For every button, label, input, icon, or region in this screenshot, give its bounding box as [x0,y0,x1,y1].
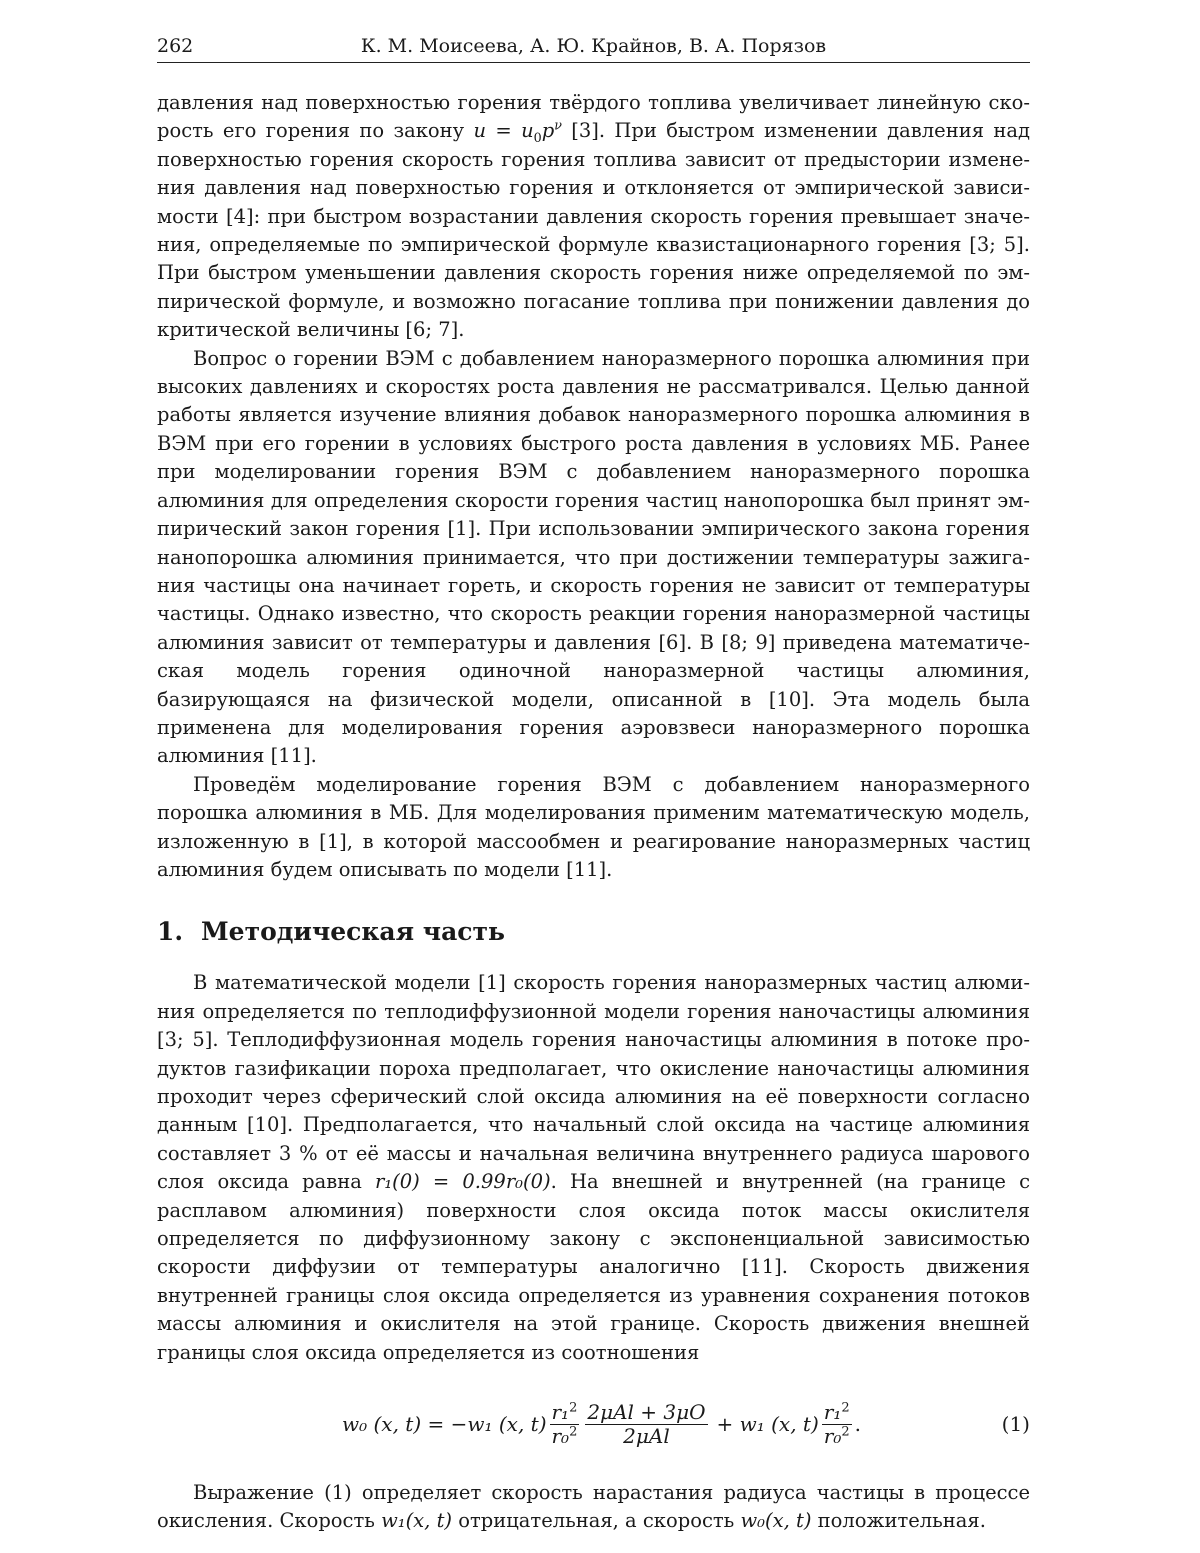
equation-period: . [854,1412,861,1437]
equation-lhs: w₀ (x, t) = −w₁ (x, t) [342,1412,547,1437]
equation-plus-term: + w₁ (x, t) [716,1412,819,1437]
paragraph-5 [157,1479,1030,1536]
paragraph-text: [3]. При быстром изменении давления над поверхностью горения скорость горения топлива зависит от предыстории изменения давления над поверхностью горения и отклоняется от эмпирической зависимости [4]: при быстром возрастании давления скорость горения превышает значения, определяемые по эмпирической формуле квазистационарного горения [3; 5]. При быстром уменьшении давления скорость горения ниже определяемой по эмпирической формуле, и возможно погасание топлива при понижении давления до критической величины [6; 7]. [157,119,1030,342]
equation-1 [157,1389,1030,1459]
paragraph-text: давления над поверхностью горения твёрдого топлива увеличивает линейную скорость его горения по закону [157,91,1030,143]
article-body [157,89,1030,1536]
paragraph-3: Проведём моделирование горения ВЭМ с добавлением наноразмерного порошка алюминия в МБ. Для моделирования применим математическую модель, изложенную в [1], в которой массообмен и реагирование наноразмерных частиц алюминия будем описывать по модели [11]. [157,772,1030,881]
equation-number: (1) [1001,1412,1030,1437]
fraction-r1-r0: $\frac{r_1^2}{r_0^2}$ [551,1399,578,1448]
section-number: 1. [157,917,184,947]
section-title: Методическая часть [201,917,505,947]
paragraph-1 [157,89,1030,345]
paragraph-text: Выражение (1) определяет скорость нарастания радиуса частицы в процессе окисления. Скорость [157,1481,1030,1533]
inline-formula-initial-radius: r₁(0) = 0.99r₀(0) [375,1170,551,1194]
inline-formula-w0: w₀(x, t) [740,1509,812,1533]
paragraph-2: Вопрос о горении ВЭМ с добавлением наноразмерного порошка алюминия при высоких давлениях и скоростях роста давления не рассматривался. Целью данной работы является изучение влияния добавок наноразмерного порошка алюминия в ВЭМ при его горении в условиях быстрого роста давления в условиях МБ. Ранее при моделировании горения ВЭМ с добавлением наноразмерного порошка алюминия для определения скорости горения частиц нанопорошка был принят эмпирический закон горения [1]. При использовании эмпирического закона горения нанопорошка алюминия принимается, что при достижении температуры зажигания частицы она начинает гореть, и скорость горения не зависит от температуры частицы. Однако известно, что скорость реакции горения наноразмерной частицы алюминия зависит от температуры и давления [6]. В [8; 9] приведена математическая модель горения одиночной наноразмерной частицы алюминия, базирующаяся на физической модели, описанной в [10]. Эта модель была применена для моделирования горения аэровзвеси наноразмерного порошка алюминия [11]. [157,346,1030,768]
running-header-authors: К. М. Моисеева, А. Ю. Крайнов, В. А. Порязов [360,35,827,57]
fraction-r1-r0-second: $\frac{r_1^2}{r_0^2}$ [823,1399,850,1448]
paragraph-text: В математической модели [1] скорость горения наноразмерных частиц алюминия определяется по теплодиффузионной модели горения наночастицы алюминия [3; 5]. Теплодиффузионная модель горения наночастицы алюминия в потоке продуктов газификации пороха предполагает, что окисление наночастицы алюминия проходит через сферический слой оксида алюминия на её поверхности согласно данным [10]. Предполагается, что начальный слой оксида на частице алюминия составляет 3 % от её массы и начальная величина внутреннего радиуса шарового слоя оксида равна [157,971,1030,1194]
inline-formula-burning-law: $u = u_0p^\nu$ [473,117,562,146]
inline-formula-w1: w₁(x, t) [381,1509,453,1533]
paragraph-4 [157,969,1030,1367]
paragraph-text: отрицательная, а скорость [452,1509,741,1533]
fraction-molar-mass: $\frac{\text{2μAl + 3μO}}{\text{2μAl}}$ [587,1399,706,1448]
paragraph-text: . На внешней и внутренней (на границе с расплавом алюминия) поверхности слоя оксида поток массы окислителя определяется по диффузионному закону с экспоненциальной зависимостью скорости диффузии от температуры аналогично [11]. Скорость движения внутренней границы слоя оксида определяется из уравнения сохранения потоков массы алюминия и окислителя на этой границе. Скорость движения внешней границы слоя оксида определяется из соотношения [157,1170,1030,1364]
section-heading [157,915,1030,949]
running-header [157,34,1030,63]
page-number: 262 [157,35,194,57]
equation-body [342,1389,861,1459]
paragraph-text: положительная. [811,1509,986,1533]
